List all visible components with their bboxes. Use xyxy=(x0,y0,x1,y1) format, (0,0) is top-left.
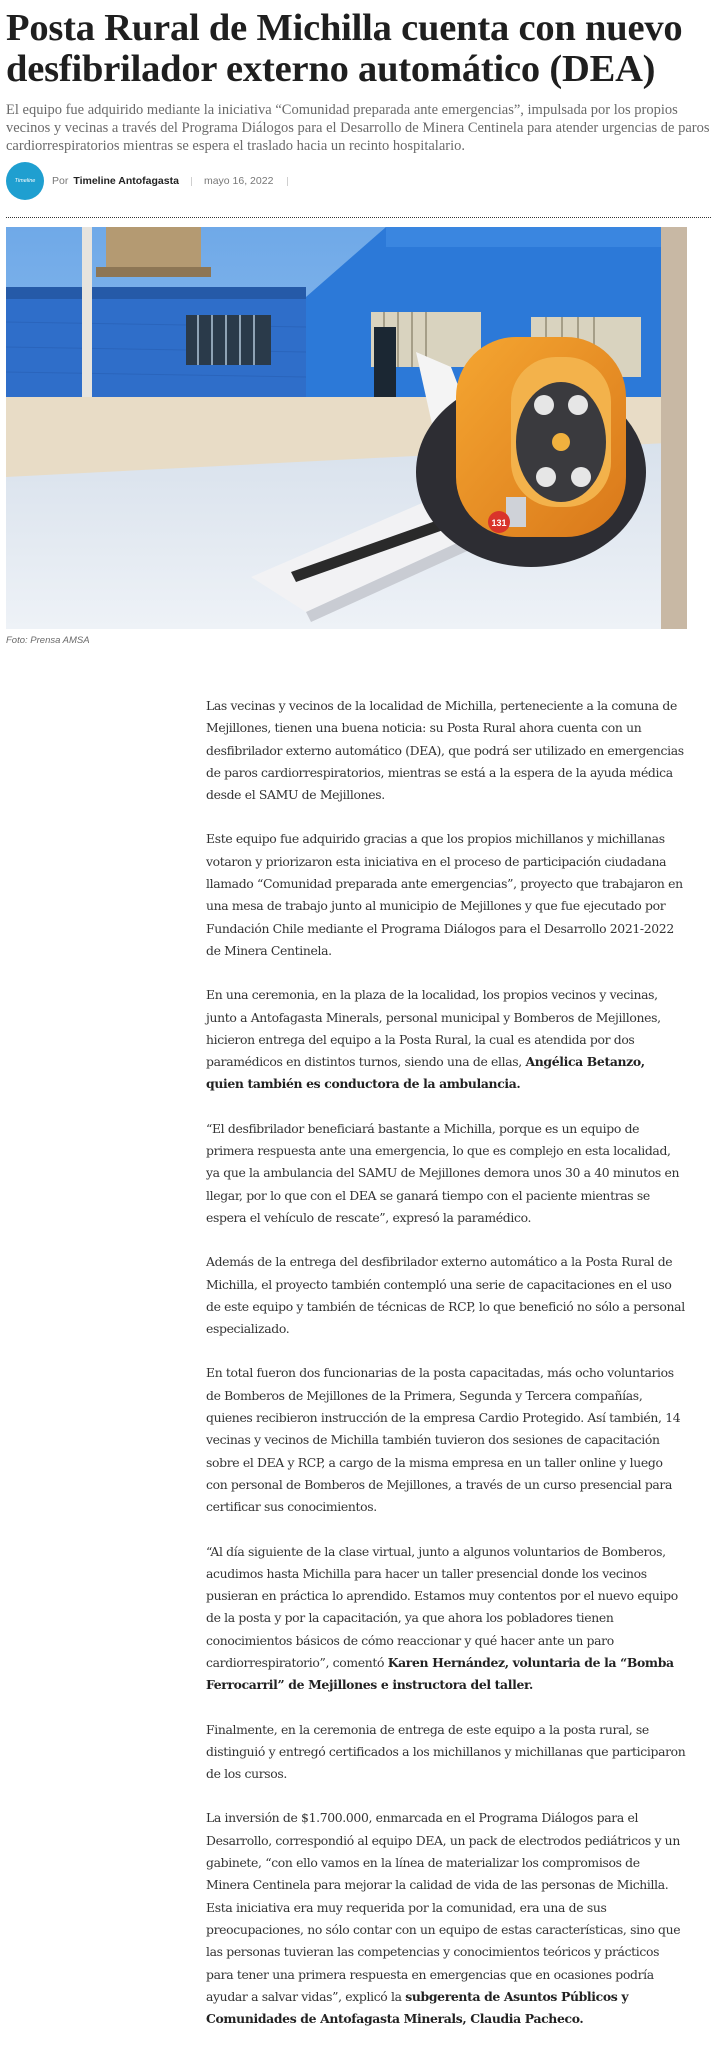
byline-divider xyxy=(191,177,192,186)
paragraph-9 xyxy=(206,1807,686,2030)
paragraph-7-highlight: Karen Hernández, voluntaria de la “Bomba Ferrocarril” de Mejillones e instructora del taller. xyxy=(206,1654,674,1693)
article-photo xyxy=(6,227,687,629)
author-link[interactable]: Timeline Antofagasta xyxy=(73,175,179,187)
paragraph-3 xyxy=(206,984,686,1095)
paragraph-3-highlight: Angélica Betanzo, quien también es conductora de la ambulancia. xyxy=(206,1054,645,1092)
photo-defibrillator-on-table xyxy=(6,227,687,629)
paragraph-4: “El desfibrilador beneficiará bastante a Michilla, porque es un equipo de primera respuesta ante una emergencia, lo que es complejo en esta localidad, ya que la ambulancia del SAMU de Mejillones demora unos 30 a 40 minutos en llegar, por lo que con el DEA se ganará tiempo con el paciente mientras se espera el vehículo de rescate”, expresó la paramédico. xyxy=(206,1120,680,1225)
byline xyxy=(6,162,711,200)
paragraph-8: Finalmente, en la ceremonia de entrega de este equipo a la posta rural, se distinguió y entregó certificados a los michillanos y michillanas que participaron de los cursos. xyxy=(206,1721,686,1782)
paragraph-5: Además de la entrega del desfibrilador externo automático a la Posta Rural de Michilla, el proyecto también contempló una serie de capacitaciones en el uso de este equipo y también de técnicas de RCP, lo que benefició no sólo a personal especializado. xyxy=(206,1254,685,1337)
paragraph-6: En total fueron dos funcionarias de la posta capacitadas, más ocho voluntarios de Bomberos de Mejillones de la Primera, Segunda y Tercera compañías, quienes recibieron instrucción de la empresa Cardio Protegido. Así también, 14 vecinas y vecinos de Michilla también tuvieron dos sesiones de capacitación sobre el DEA y RCP, a cargo de la misma empresa en un taller online y luego con personal de Bomberos de Mejillones, a través de un curso presencial para certificar sus conocimientos. xyxy=(206,1365,681,1515)
paragraph-7-text: “Al día siguiente de la clase virtual, junto a algunos voluntarios de Bomberos, acudimos hasta Michilla para hacer un taller presencial donde los vecinos pusieran en práctica lo aprendido. Estamos muy contentos por el nuevo equipo de la posta y por la capacitación, ya que ahora los pobladores tienen conocimientos básicos de cómo reaccionar y qué hacer ante un paro cardiorrespiratorio”, comentó xyxy=(206,1543,678,1670)
device-badge: 131 xyxy=(491,518,507,528)
photo-caption: Foto: Prensa AMSA xyxy=(6,635,90,646)
article-lede: El equipo fue adquirido mediante la iniciativa “Comunidad preparada ante emergencias”, impulsada por los propios vecinos y vecinas a través del Programa Diálogos para el Desarrollo de Minera Centinela para atender urgencias de paros cardiorrespiratorios mientras se espera el traslado hacia un recinto hospitalario. xyxy=(6,102,710,154)
paragraph-9-highlight: subgerenta de Asuntos Públicos y Comunidades de Antofagasta Minerals, Claudia Pacheco. xyxy=(206,1988,629,2027)
author-avatar[interactable]: Timeline xyxy=(6,162,44,200)
publish-date: mayo 16, 2022 xyxy=(203,175,274,187)
paragraph-1: Las vecinas y vecinos de la localidad de Michilla, perteneciente a la comuna de Mejillones, tienen una buena noticia: su Posta Rural ahora cuenta con un desfibrilador externo automático (DEA), que podrá ser utilizado en emergencias de paros cardiorrespiratorios, mientras se está a la espera de la ayuda médica desde el SAMU de Mejillones. xyxy=(206,698,684,803)
paragraph-3-text: En una ceremonia, en la plaza de la localidad, los propios vecinos y vecinas, junto a Antofagasta Minerals, personal municipal y Bomberos de Mejillones, hicieron entrega del equipo a la Posta Rural, la cual es atendida por dos paramédicos en distintos turnos, siendo una de ellas, xyxy=(206,987,661,1070)
header-divider xyxy=(6,217,711,218)
byline-divider-end xyxy=(287,177,288,186)
article-body xyxy=(206,695,686,2052)
article-title: Posta Rural de Michilla cuenta con nuevo desfibrilador externo automático (DEA) xyxy=(6,7,683,90)
paragraph-9-text: La inversión de $1.700.000, enmarcada en el Programa Diálogos para el Desarrollo, correspondió al equipo DEA, un pack de electrodos pediátricos y un gabinete, “con ello vamos en la línea de materializar los compromisos de Minera Centinela para mejorar la calidad de vida de las personas de Michilla. Esta iniciativa era muy requerida por la comunidad, era una de sus preocupaciones, no sólo contar con un equipo de estas características, sino que las personas tuvieran las competencias y conocimientos teóricos y prácticos para tener una primera respuesta en emergencias que en ocasiones podría ayudar a salvar vidas”, explicó la xyxy=(206,1810,681,2004)
byline-prefix: Por xyxy=(52,175,69,187)
paragraph-7 xyxy=(206,1541,686,1697)
paragraph-2: Este equipo fue adquirido gracias a que los propios michillanos y michillanas votaron y priorizaron esta iniciativa en el proceso de participación ciudadana llamado “Comunidad preparada ante emergencias”, proyecto que trabajaron en una mesa de trabajo junto al municipio de Mejillones y que fue ejecutado por Fundación Chile mediante el Programa Diálogos para el Desarrollo 2021-2022 de Minera Centinela. xyxy=(206,831,683,958)
